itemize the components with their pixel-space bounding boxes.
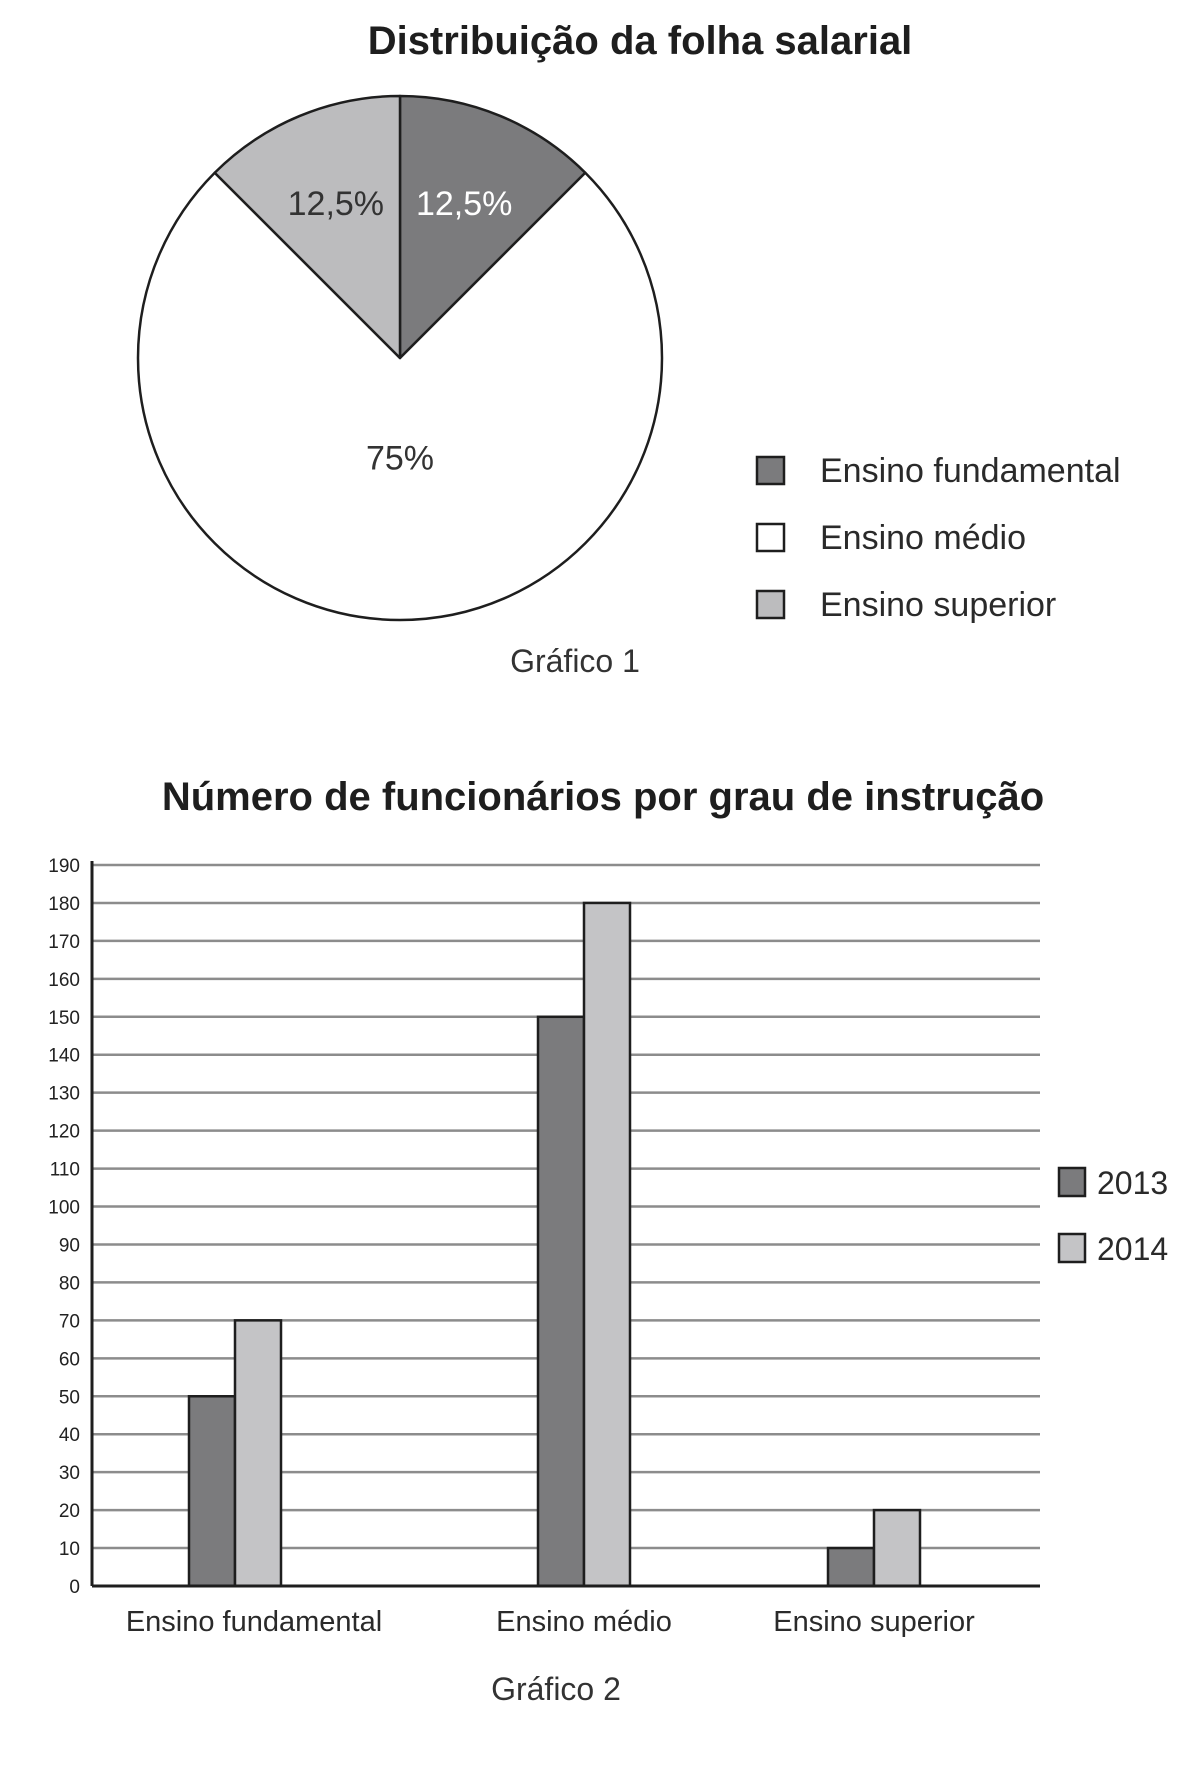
pie-label-ensino-superior: 12,5% xyxy=(287,185,385,224)
y-tick-label-60: 60 xyxy=(58,1349,80,1371)
y-tick-label-80: 80 xyxy=(58,1273,80,1295)
y-tick-label-10: 10 xyxy=(58,1539,80,1561)
pie-legend-swatch-ensino-fundamental xyxy=(757,457,784,484)
x-tick-label-ensino-fundamental: Ensino fundamental xyxy=(125,1606,383,1638)
pie-chart-caption: Gráfico 1 xyxy=(510,643,640,679)
y-tick-label-160: 160 xyxy=(48,969,80,991)
y-tick-label-130: 130 xyxy=(48,1083,80,1105)
pie-label-ensino-medio: 75% xyxy=(365,439,435,478)
y-tick-label-100: 100 xyxy=(48,1197,80,1219)
y-tick-label-180: 180 xyxy=(48,893,80,915)
x-tick-label-ensino-superior: Ensino superior xyxy=(773,1606,975,1638)
y-tick-label-190: 190 xyxy=(48,856,80,877)
pie-legend-swatch-ensino-superior xyxy=(757,591,784,618)
pie-legend-label-ensino-medio: Ensino médio xyxy=(820,519,1027,557)
bar-ensino-medio-2013 xyxy=(538,1017,584,1586)
y-tick-label-70: 70 xyxy=(58,1311,80,1333)
y-tick-label-170: 170 xyxy=(48,931,80,953)
bar-ensino-superior-2013 xyxy=(828,1548,874,1586)
pie-label-ensino-fundamental: 12,5% xyxy=(415,185,513,224)
y-tick-label-120: 120 xyxy=(48,1121,80,1143)
pie-legend-swatch-ensino-medio xyxy=(757,524,784,551)
bar-y-tick-labels xyxy=(48,856,80,1598)
bar-legend-swatch-2014 xyxy=(1059,1234,1085,1262)
y-tick-label-140: 140 xyxy=(48,1045,80,1067)
pie-legend xyxy=(757,452,1121,624)
pie-legend-label-ensino-superior: Ensino superior xyxy=(820,586,1057,624)
bar-ensino-fundamental-2014 xyxy=(235,1320,281,1586)
bar-chart-section xyxy=(48,775,1168,1707)
x-tick-label-ensino-medio: Ensino médio xyxy=(496,1606,672,1638)
bar-legend-label-2014: 2014 xyxy=(1097,1231,1169,1267)
y-tick-label-20: 20 xyxy=(58,1501,80,1523)
y-tick-label-110: 110 xyxy=(49,1159,80,1181)
y-tick-label-30: 30 xyxy=(58,1463,80,1485)
bar-ensino-superior-2014 xyxy=(874,1510,920,1586)
y-tick-label-90: 90 xyxy=(58,1235,80,1257)
bar-legend-label-2013: 2013 xyxy=(1097,1165,1169,1201)
y-tick-label-50: 50 xyxy=(58,1387,80,1409)
pie-chart-section xyxy=(138,19,1121,679)
y-tick-label-0: 0 xyxy=(69,1577,80,1598)
bar-chart-caption: Gráfico 2 xyxy=(491,1671,621,1707)
pie-slices xyxy=(138,96,662,620)
pie-legend-label-ensino-fundamental: Ensino fundamental xyxy=(820,452,1121,490)
pie-chart-title: Distribuição da folha salarial xyxy=(367,19,913,63)
bar-chart-title: Número de funcionários por grau de instrução xyxy=(161,775,1045,819)
y-tick-label-150: 150 xyxy=(48,1007,80,1029)
bar-legend xyxy=(1059,1165,1168,1267)
bar-ensino-fundamental-2013 xyxy=(189,1396,235,1586)
y-tick-label-40: 40 xyxy=(58,1425,80,1447)
bar-x-tick-labels xyxy=(126,1606,975,1638)
bar-legend-swatch-2013 xyxy=(1059,1168,1085,1196)
bar-ensino-medio-2014 xyxy=(584,903,630,1586)
